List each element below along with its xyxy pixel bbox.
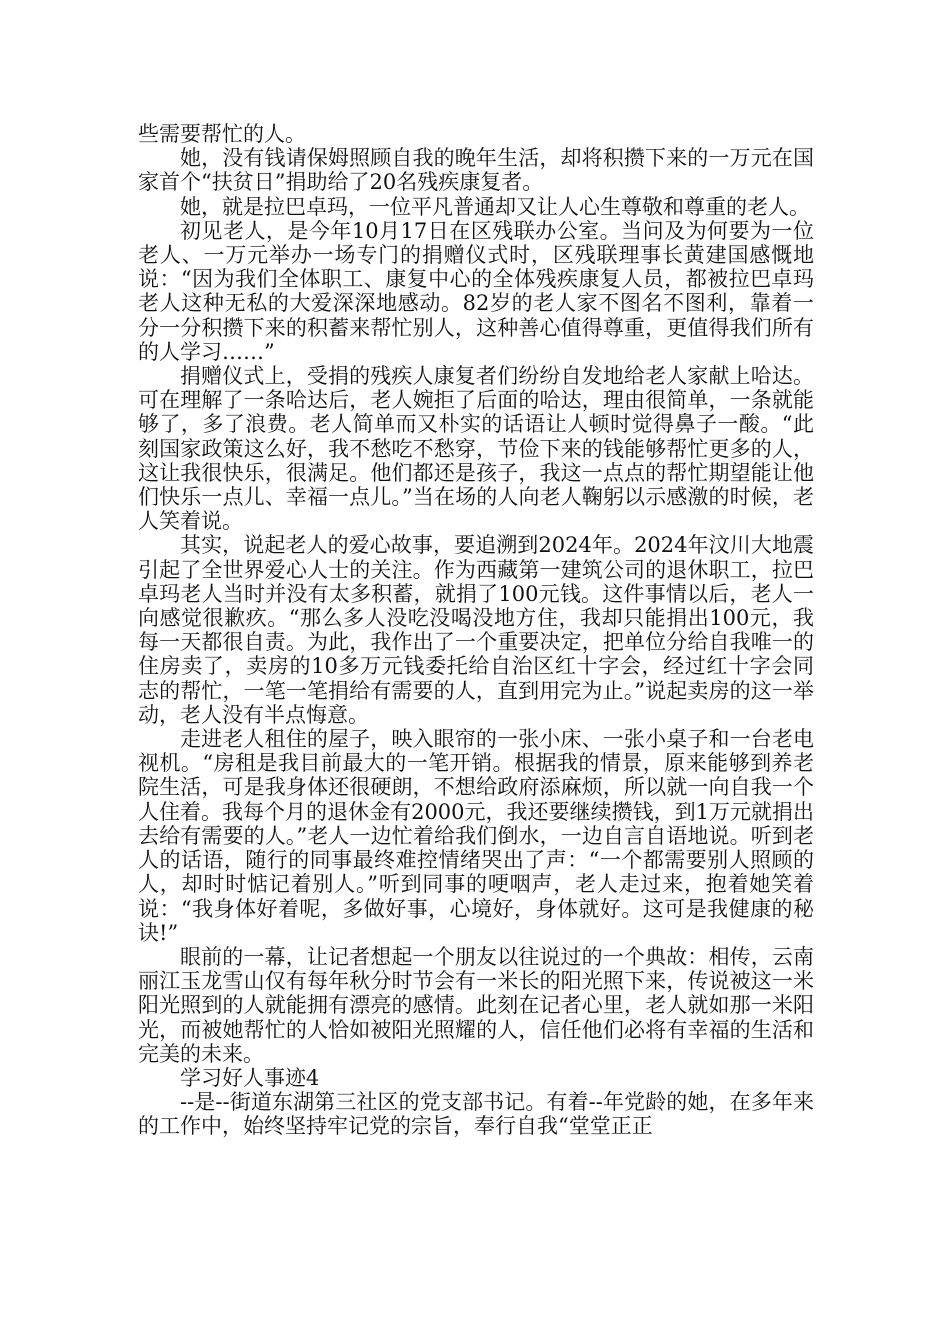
paragraph-savings-donation: 她，没有钱请保姆照顾自我的晚年生活，却将积攒下来的一万元在国家首个“扶贫日”捐助给了20名残疾康复者。	[138, 146, 814, 195]
paragraph-sunlight-legend: 眼前的一幕，让记者想起一个朋友以往说过的一个典故：相传，云南丽江玉龙雪山仅有每年秋分时节会有一米长的阳光照下来，传说被这一米阳光照到的人就能拥有漂亮的感情。此刻在记者心里，老人就如那一米阳光，而被她帮忙的人恰如被阳光照耀的人，信任他们必将有幸福的生活和完美的未来。	[138, 944, 814, 1066]
paragraph-donation-ceremony: 捐赠仪式上，受捐的残疾人康复者们纷纷自发地给老人家献上哈达。可在理解了一条哈达后，老人婉拒了后面的哈达，理由很简单，一条就能够了，多了浪费。老人简单而又朴实的话语让人顿时觉得鼻子一酸。“此刻国家政策这么好，我不愁吃不愁穿，节俭下来的钱能够帮忙更多的人，这让我很快乐，很满足。他们都还是孩子，我这一点点的帮忙期望能让他们快乐一点儿、幸福一点儿。”当在场的人向老人鞠躬以示感激的时候，老人笑着说。	[138, 364, 814, 534]
document-page	[138, 122, 814, 1139]
section-heading: 学习好人事迹4	[180, 1065, 320, 1090]
paragraph-introduction: 她，就是拉巴卓玛，一位平凡普通却又让人心生尊敬和尊重的老人。	[180, 194, 810, 219]
paragraph-earthquake-story: 其实，说起老人的爱心故事，要追溯到2024年。2024年汶川大地震引起了全世界爱心人士的关注。作为西藏第一建筑公司的退休职工，拉巴卓玛老人当时并没有太多积蓄，就捐了100元钱。这件事情以后，老人一向感觉很歉疚。“那么多人没吃没喝没地方住，我却只能捐出100元，我每一天都很自责。为此，我作出了一个重要决定，把单位分给自我唯一的住房卖了，卖房的10多万元钱委托给自治区红十字会，经过红十字会同志的帮忙，一笔一笔捐给有需要的人，直到用完为止。”说起卖房的这一举动，老人没有半点悔意。	[138, 533, 814, 727]
paragraph-continuation: 些需要帮忙的人。	[138, 122, 306, 146]
paragraph-rented-room: 走进老人租住的屋子，映入眼帘的一张小床、一张小桌子和一台老电视机。“房租是我目前最大的一笔开销。根据我的情景，原来能够到养老院生活，可是我身体还很硬朗，不想给政府添麻烦，所以就一向自我一个人住着。我每个月的退休金有2000元，我还要继续攒钱，到1万元就捐出去给有需要的人。”老人一边忙着给我们倒水，一边自言自语地说。听到老人的话语，随行的同事最终难控情绪哭出了声：“一个都需要别人照顾的人，却时时惦记着别人。”听到同事的哽咽声，老人走过来，抱着她笑着说：“我身体好着呢，多做好事，心境好，身体就好。这可是我健康的秘诀!”	[138, 727, 814, 945]
paragraph-first-meeting: 初见老人，是今年10月17日在区残联办公室。当问及为何要为一位老人、一万元举办一场专门的捐赠仪式时，区残联理事长黄建国感慨地说：“因为我们全体职工、康复中心的全体残疾康复人员，都被拉巴卓玛老人这种无私的大爱深深地感动。82岁的老人家不图名不图利，靠着一分一分积攒下来的积蓄来帮忙别人，这种善心值得尊重，更值得我们所有的人学习……”	[138, 218, 814, 364]
paragraph-party-secretary: --是--街道东湖第三社区的党支部书记。有着--年党龄的她，在多年来的工作中，始终坚持牢记党的宗旨，奉行自我“堂堂正正	[138, 1090, 814, 1139]
